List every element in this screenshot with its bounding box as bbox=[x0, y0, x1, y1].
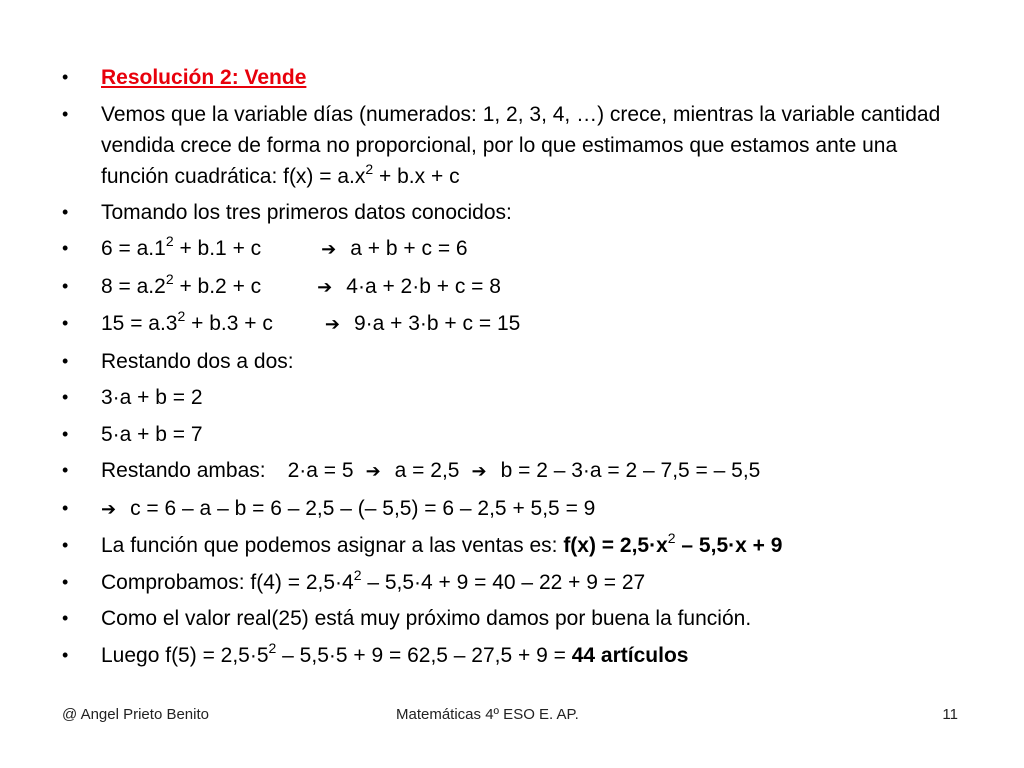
arrow-icon: ➔ bbox=[101, 498, 117, 519]
equation-left: 15 = a.3 bbox=[101, 312, 178, 335]
slide-number: 11 bbox=[942, 706, 958, 723]
reduced-equation: 5·a + b = 7 bbox=[101, 422, 203, 446]
bullet-item-solve-ab bbox=[62, 455, 962, 488]
bullet-icon: • bbox=[62, 350, 69, 371]
bullet-item-prediction bbox=[62, 640, 962, 672]
bullet-icon: • bbox=[62, 571, 69, 592]
bullet-item-data-intro bbox=[62, 197, 962, 229]
bullet-icon: • bbox=[62, 238, 69, 258]
prediction-tail: – 5,5·5 + 9 = 62,5 – 27,5 + 9 = bbox=[276, 643, 572, 667]
superscript: 2 bbox=[177, 308, 186, 324]
section-heading: Resolución 2: Vende bbox=[101, 66, 307, 89]
equation-left: 6 = a.1 bbox=[101, 237, 166, 260]
analysis-text: Vemos que la variable días (numerados: 1, 2, 3, 4, …) crece, mientras la variable cantidad vendida crece de forma no proporcional, por lo que estimamos que estamos ante una función cuadrática: f(x) = a.x bbox=[101, 102, 941, 188]
prediction-result: 44 artículos bbox=[571, 643, 689, 667]
bullet-item-equation-1 bbox=[62, 233, 962, 266]
bullet-item-check bbox=[62, 567, 962, 599]
arrow-icon: ➔ bbox=[324, 314, 340, 334]
equation-left-tail: + b.2 + c bbox=[173, 274, 262, 298]
bullet-item-equation-2 bbox=[62, 271, 962, 304]
bullet-item-accept bbox=[62, 603, 962, 635]
solve-step-a2: 2·a = 5 bbox=[287, 459, 354, 482]
equation-left-tail: + b.3 + c bbox=[185, 312, 273, 335]
function-formula: f(x) = 2,5·x bbox=[563, 534, 668, 557]
bullet-icon: • bbox=[62, 423, 69, 444]
solve-step-c: c = 6 – a – b = 6 – 2,5 – (– 5,5) = 6 – 2,5 + 5,5 = 9 bbox=[130, 496, 596, 520]
arrow-icon: ➔ bbox=[321, 239, 337, 259]
bullet-item-analysis bbox=[62, 99, 962, 192]
arrow-icon: ➔ bbox=[471, 461, 487, 481]
bullet-icon: • bbox=[62, 313, 69, 333]
bullet-icon: • bbox=[62, 460, 69, 480]
equation-right: 9·a + 3·b + c = 15 bbox=[353, 312, 521, 335]
bullet-item-reduced-2 bbox=[62, 419, 962, 451]
function-formula-tail: – 5,5·x + 9 bbox=[675, 534, 783, 557]
bullet-icon: • bbox=[62, 201, 69, 222]
bullet-item-reduced-1 bbox=[62, 382, 962, 414]
reduced-equation: 3·a + b = 2 bbox=[101, 386, 203, 409]
footer-author: @ Angel Prieto Benito bbox=[62, 706, 209, 723]
subtract-intro-text: Restando dos a dos: bbox=[101, 349, 294, 373]
data-intro-text: Tomando los tres primeros datos conocidos: bbox=[101, 200, 512, 224]
arrow-icon: ➔ bbox=[317, 276, 333, 297]
bullet-item-solve-c bbox=[62, 493, 962, 526]
slide-footer bbox=[62, 706, 962, 732]
bullet-icon: • bbox=[62, 275, 69, 296]
bullet-icon: • bbox=[62, 497, 69, 518]
arrow-icon: ➔ bbox=[365, 461, 381, 481]
check-text: Comprobamos: f(4) = 2,5·4 bbox=[101, 570, 354, 594]
bullet-icon: • bbox=[62, 67, 69, 87]
equation-left: 8 = a.2 bbox=[101, 274, 166, 298]
prediction-text: Luego f(5) = 2,5·5 bbox=[101, 643, 269, 667]
solve-label: Restando ambas: bbox=[101, 459, 266, 482]
footer-course: Matemáticas 4º ESO E. AP. bbox=[396, 706, 579, 723]
bullet-icon: • bbox=[62, 387, 69, 407]
bullet-icon: • bbox=[62, 535, 69, 555]
superscript: 2 bbox=[165, 270, 174, 287]
superscript: 2 bbox=[268, 639, 277, 656]
function-intro: La función que podemos asignar a las ventas es: bbox=[101, 534, 564, 557]
superscript: 2 bbox=[365, 160, 374, 177]
equation-right: 4·a + 2·b + c = 8 bbox=[346, 274, 501, 298]
bullet-item-equation-3 bbox=[62, 308, 962, 341]
superscript: 2 bbox=[165, 233, 174, 249]
bullet-icon: • bbox=[62, 608, 69, 628]
superscript: 2 bbox=[353, 566, 362, 583]
check-tail: – 5,5·4 + 9 = 40 – 22 + 9 = 27 bbox=[361, 570, 646, 594]
accept-text: Como el valor real(25) está muy próximo damos por buena la función. bbox=[101, 607, 752, 630]
bullet-item-function bbox=[62, 530, 962, 562]
solve-step-b: b = 2 – 3·a = 2 – 7,5 = – 5,5 bbox=[500, 459, 761, 482]
bullet-icon: • bbox=[62, 103, 69, 124]
equation-left-tail: + b.1 + c bbox=[173, 237, 262, 260]
bullet-item-subtract-intro bbox=[62, 346, 962, 378]
bullet-list bbox=[62, 62, 962, 676]
solve-step-a: a = 2,5 bbox=[394, 459, 460, 482]
equation-right: a + b + c = 6 bbox=[350, 237, 468, 260]
superscript: 2 bbox=[667, 530, 676, 546]
bullet-icon: • bbox=[62, 644, 69, 665]
bullet-item-heading bbox=[62, 62, 962, 94]
analysis-tail: + b.x + c bbox=[373, 164, 460, 188]
